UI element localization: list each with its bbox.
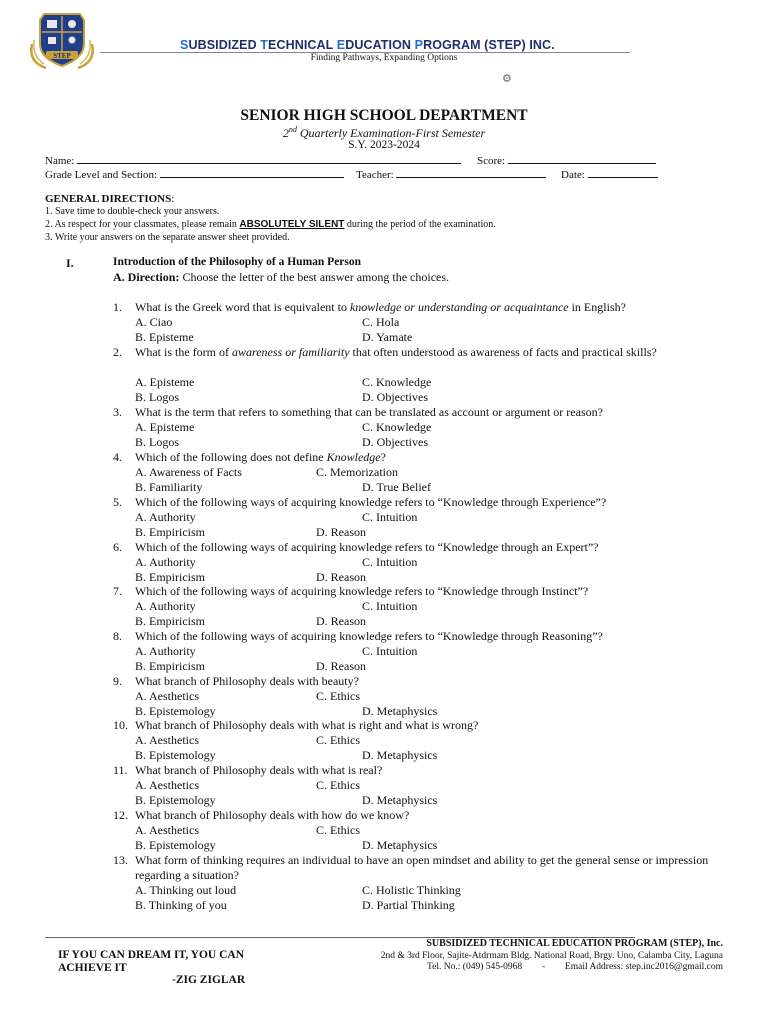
- question-text: What branch of Philosophy deals with how do we know?: [135, 808, 410, 822]
- option-a: A. Aesthetics: [135, 823, 199, 837]
- question-text: What is the term that refers to something that can be translated as account or argument or reason?: [135, 405, 603, 419]
- logo-text: STEP: [53, 52, 71, 60]
- quote-author: -ZIG ZIGLAR: [172, 974, 246, 986]
- option-a: A. Aesthetics: [135, 778, 199, 792]
- option-c: C. Intuition: [362, 599, 418, 613]
- option-d: D. Partial Thinking: [362, 898, 455, 912]
- org-tagline: Finding Pathways, Expanding Options: [310, 53, 458, 63]
- date-row: [561, 167, 658, 181]
- section-direction: A. Direction: Choose the letter of the best answer among the choices.: [113, 270, 450, 284]
- question-number: 9.: [113, 674, 122, 688]
- option-d: D. Objectives: [362, 435, 428, 449]
- question-11: [113, 763, 713, 778]
- option-d: D. Metaphysics: [362, 793, 438, 807]
- option-b: B. Logos: [135, 390, 180, 404]
- footer-separator: -: [541, 962, 546, 972]
- org-title-part: E: [336, 38, 346, 52]
- question-number: 4.: [113, 450, 122, 464]
- question-text: What form of thinking requires an individual to have an open mindset and ability to get the general sense or impression regarding a situation?: [135, 853, 709, 882]
- footer-org: SUBSIDIZED TECHNICAL EDUCATION PROGRAM (STEP), Inc.: [426, 938, 723, 949]
- org-title-part: S: [180, 38, 189, 52]
- option-c: C. Ethics: [316, 733, 360, 747]
- teacher-label: Teacher:: [356, 169, 394, 181]
- question-10: [113, 718, 713, 733]
- org-title-part: UBSIDIZED: [188, 38, 261, 52]
- section-title: Introduction of the Philosophy of a Human Person: [113, 256, 362, 268]
- org-title-part: T: [260, 38, 269, 52]
- option-b: B. Thinking of you: [135, 898, 227, 912]
- option-c: C. Intuition: [362, 644, 418, 658]
- quote-line-2: ACHIEVE IT: [58, 962, 127, 974]
- direction-item: 3. Write your answers on the separate answer sheet provided.: [45, 232, 290, 243]
- org-title-part: DUCATION: [345, 38, 415, 52]
- name-label: Name:: [45, 155, 75, 167]
- name-blank[interactable]: [77, 153, 461, 164]
- grade-label: Grade Level and Section:: [45, 169, 158, 181]
- department-title: SENIOR HIGH SCHOOL DEPARTMENT: [240, 107, 528, 124]
- question-number: 12.: [113, 808, 128, 822]
- question-6: [113, 540, 713, 555]
- question-text: What is the Greek word that is equivalent to knowledge or understanding or acquaintance in English?: [135, 300, 626, 314]
- question-number: 2.: [113, 345, 122, 359]
- option-d: D. Yamate: [362, 330, 413, 344]
- question-12: [113, 808, 713, 823]
- question-number: 7.: [113, 584, 122, 598]
- teacher-row: [356, 167, 546, 181]
- option-d: D. Objectives: [362, 390, 428, 404]
- option-b: B. Epistemology: [135, 838, 216, 852]
- question-text: What branch of Philosophy deals with what is right and what is wrong?: [135, 718, 479, 732]
- question-9: [113, 674, 713, 689]
- option-a: A. Authority: [135, 644, 196, 658]
- question-13: [113, 853, 713, 883]
- date-label: Date:: [561, 169, 585, 181]
- option-b: B. Familiarity: [135, 480, 203, 494]
- option-d: D. Reason: [316, 614, 366, 628]
- org-title-part: P: [414, 38, 424, 52]
- option-c: C. Hola: [362, 315, 400, 329]
- score-blank[interactable]: [508, 153, 656, 164]
- option-a: A. Thinking out loud: [135, 883, 237, 897]
- name-row: [45, 153, 461, 167]
- question-text: What is the form of awareness or familiarity that often understood as awareness of facts and practical skills?: [135, 345, 657, 359]
- option-d: D. True Belief: [362, 480, 431, 494]
- question-text: Which of the following ways of acquiring knowledge refers to “Knowledge through an Expert”?: [135, 540, 599, 554]
- option-b: B. Logos: [135, 435, 180, 449]
- direction-item: 1. Save time to double-check your answers.: [45, 206, 220, 217]
- question-4: [113, 450, 713, 465]
- question-number: 6.: [113, 540, 122, 554]
- option-d: D. Metaphysics: [362, 838, 438, 852]
- question-2: [113, 345, 713, 360]
- directions-title: GENERAL DIRECTIONS:: [45, 193, 175, 205]
- org-title: [180, 38, 555, 52]
- footer-email[interactable]: Email Address: step.inc2016@gmail.com: [564, 962, 723, 972]
- option-a: A. Episteme: [135, 420, 195, 434]
- option-a: A. Authority: [135, 510, 196, 524]
- question-number: 1.: [113, 300, 122, 314]
- question-3: [113, 405, 713, 420]
- option-c: C. Memorization: [316, 465, 398, 479]
- question-text: Which of the following does not define Knowledge?: [135, 450, 386, 464]
- option-b: B. Empiricism: [135, 614, 205, 628]
- grade-blank[interactable]: [160, 167, 344, 178]
- option-b: B. Empiricism: [135, 659, 205, 673]
- score-label: Score:: [477, 155, 506, 167]
- option-c: C. Holistic Thinking: [362, 883, 461, 897]
- option-d: D. Reason: [316, 659, 366, 673]
- footer-address: 2nd & 3rd Floor, Sajite-Atdrmam Bldg. National Road, Brgy. Uno, Calamba City, Laguna: [380, 951, 723, 961]
- option-a: A. Aesthetics: [135, 733, 199, 747]
- settings-icon: ⚙: [502, 73, 512, 85]
- footer-tel: Tel. No.: (049) 545-0968: [427, 962, 523, 972]
- option-c: C. Intuition: [362, 510, 418, 524]
- option-a: A. Episteme: [135, 375, 195, 389]
- option-c: C. Ethics: [316, 689, 360, 703]
- org-title-part: ECHNICAL: [268, 38, 337, 52]
- option-b: B. Epistemology: [135, 748, 216, 762]
- option-c: C. Knowledge: [362, 375, 432, 389]
- direction-item: 2. As respect for your classmates, please remain ABSOLUTELY SILENT during the period of the examination.: [45, 219, 496, 230]
- footer-contact: [427, 962, 723, 972]
- option-a: A. Authority: [135, 555, 196, 569]
- option-b: B. Epistemology: [135, 793, 216, 807]
- option-a: A. Awareness of Facts: [135, 465, 242, 479]
- question-text: What branch of Philosophy deals with what is real?: [135, 763, 383, 777]
- question-text: Which of the following ways of acquiring knowledge refers to “Knowledge through Reasoning”?: [135, 629, 603, 643]
- question-1: [113, 300, 713, 315]
- school-year: S.Y. 2023-2024: [348, 139, 420, 151]
- section-number: I.: [66, 256, 74, 270]
- option-c: C. Intuition: [362, 555, 418, 569]
- quote-line-1: IF YOU CAN DREAM IT, YOU CAN: [58, 949, 245, 961]
- teacher-blank[interactable]: [396, 167, 546, 178]
- question-number: 11.: [113, 763, 128, 777]
- option-c: C. Ethics: [316, 823, 360, 837]
- option-a: A. Aesthetics: [135, 689, 199, 703]
- option-c: C. Ethics: [316, 778, 360, 792]
- question-number: 3.: [113, 405, 122, 419]
- question-number: 8.: [113, 629, 122, 643]
- org-title-part: ROGRAM (STEP) INC.: [423, 38, 555, 52]
- option-d: D. Metaphysics: [362, 748, 438, 762]
- option-a: A. Ciao: [135, 315, 173, 329]
- question-5: [113, 495, 713, 510]
- question-7: [113, 584, 713, 599]
- option-c: C. Knowledge: [362, 420, 432, 434]
- question-text: Which of the following ways of acquiring knowledge refers to “Knowledge through Instinct”?: [135, 584, 589, 598]
- option-d: D. Reason: [316, 525, 366, 539]
- grade-row: [45, 167, 344, 181]
- option-b: B. Epistemology: [135, 704, 216, 718]
- option-d: D. Metaphysics: [362, 704, 438, 718]
- date-blank[interactable]: [588, 167, 658, 178]
- option-a: A. Authority: [135, 599, 196, 613]
- score-row: [477, 153, 656, 167]
- question-number: 10.: [113, 718, 128, 732]
- option-b: B. Empiricism: [135, 570, 205, 584]
- option-b: B. Empiricism: [135, 525, 205, 539]
- question-number: 13.: [113, 853, 128, 867]
- exam-title: 2nd Quarterly Examination-First Semester: [282, 125, 486, 140]
- question-text: What branch of Philosophy deals with beauty?: [135, 674, 359, 688]
- question-number: 5.: [113, 495, 122, 509]
- option-b: B. Episteme: [135, 330, 194, 344]
- question-8: [113, 629, 713, 644]
- option-d: D. Reason: [316, 570, 366, 584]
- question-text: Which of the following ways of acquiring knowledge refers to “Knowledge through Experience”?: [135, 495, 607, 509]
